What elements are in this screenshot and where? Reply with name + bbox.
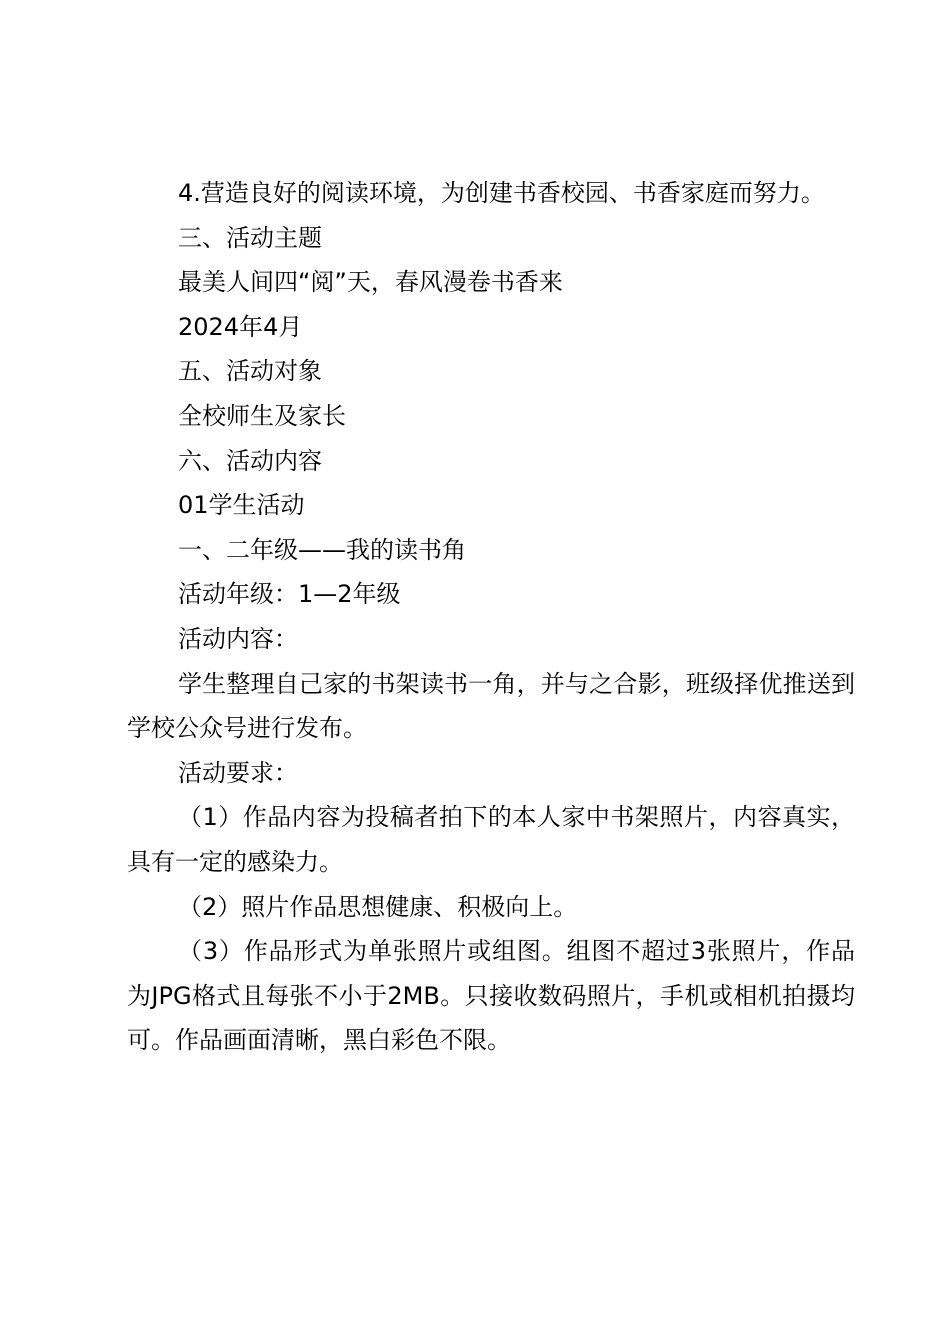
requirement-1: （1）作品内容为投稿者拍下的本人家中书架照片，内容真实，具有一定的感染力。 bbox=[127, 803, 855, 876]
activity-target-text: 全校师生及家长 bbox=[178, 401, 346, 430]
heading-activity-target: 五、活动对象 bbox=[178, 357, 322, 386]
section-student-activity: 01学生活动 bbox=[178, 491, 305, 520]
heading-activity-content: 六、活动内容 bbox=[178, 446, 322, 475]
activity-content-text: 学生整理自己家的书架读书一角，并与之合影，班级择优推送到学校公众号进行发布。 bbox=[127, 669, 855, 743]
subheading-reading-corner: 一、二年级——我的读书角 bbox=[178, 535, 466, 564]
requirement-2: （2）照片作品思想健康、积极向上。 bbox=[178, 892, 578, 921]
document-body bbox=[127, 171, 855, 1063]
activity-grade: 活动年级：1—2年级 bbox=[178, 580, 401, 609]
requirement-3: （3）作品形式为单张照片或组图。组图不超过3张照片，作品为JPG格式且每张不小于2MB。只接收数码照片，手机或相机拍摄均可。作品画面清晰，黑白彩色不限。 bbox=[127, 937, 855, 1055]
activity-date: 2024年4月 bbox=[178, 312, 303, 341]
label-activity-content: 活动内容： bbox=[178, 624, 298, 653]
activity-theme-text: 最美人间四“阅”天，春风漫卷书香来 bbox=[178, 268, 563, 297]
paragraph-goal-4: 4.营造良好的阅读环境，为创建书香校园、书香家庭而努力。 bbox=[178, 179, 825, 207]
label-activity-requirements: 活动要求： bbox=[178, 758, 298, 787]
heading-activity-theme: 三、活动主题 bbox=[178, 223, 322, 252]
